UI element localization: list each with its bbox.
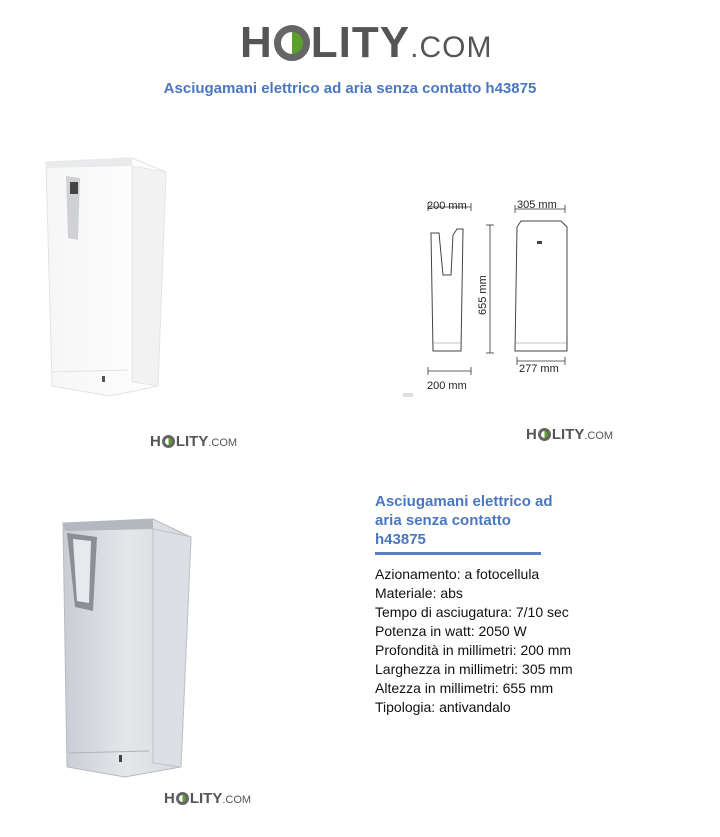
spec-item: Altezza in millimetri: 655 mm <box>375 680 554 696</box>
logo-o-icon <box>162 435 175 448</box>
dim-height: 655 mm <box>477 275 489 315</box>
dim-width-bottom: 277 mm <box>519 363 559 375</box>
dim-width-top: 305 mm <box>517 199 557 211</box>
logo-text-lity: LITY <box>175 433 209 450</box>
logo-text-lity: LITY <box>189 790 223 807</box>
logo-domain: .COM <box>222 794 252 806</box>
spec-item: Materiale: abs <box>375 585 463 601</box>
logo-text-h: H <box>526 426 537 443</box>
logo-domain: .COM <box>410 31 493 64</box>
dim-depth-top: 200 mm <box>427 200 467 212</box>
logo-text-h: H <box>240 18 273 67</box>
brand-logo[interactable] <box>240 18 492 68</box>
product-heading <box>375 492 595 549</box>
product-heading-line: h43875 <box>375 531 426 548</box>
spec-item: Tempo di asciugatura: 7/10 sec <box>375 604 569 620</box>
logo-domain: .COM <box>208 437 238 449</box>
logo-text-h: H <box>150 433 161 450</box>
brand-logo-small[interactable] <box>150 433 237 450</box>
logo-o-icon <box>538 428 551 441</box>
dim-depth-bottom: 200 mm <box>427 380 467 392</box>
spec-list <box>375 565 573 717</box>
logo-text-lity: LITY <box>551 426 585 443</box>
spec-item: Larghezza in millimetri: 305 mm <box>375 661 573 677</box>
logo-text-lity: LITY <box>310 18 411 67</box>
spec-item: Potenza in watt: 2050 W <box>375 623 527 639</box>
logo-o-icon <box>176 792 189 805</box>
product-photo-white <box>40 150 170 400</box>
brand-logo-small[interactable] <box>526 426 613 443</box>
heading-divider <box>375 552 541 555</box>
logo-text-h: H <box>164 790 175 807</box>
logo-o-icon <box>274 25 310 61</box>
brand-logo-small[interactable] <box>164 790 251 807</box>
logo-domain: .COM <box>584 430 614 442</box>
spec-item: Profondità in millimetri: 200 mm <box>375 642 572 658</box>
page-title: Asciugamani elettrico ad aria senza contatto h43875 <box>163 80 537 97</box>
product-heading-line: aria senza contatto <box>375 512 511 529</box>
product-photo-silver <box>45 515 205 780</box>
spec-item: Azionamento: a fotocellula <box>375 566 540 582</box>
spec-item: Tipologia: antivandalo <box>375 699 511 715</box>
product-heading-line: Asciugamani elettrico ad <box>375 493 553 510</box>
dimension-diagram <box>395 195 580 400</box>
